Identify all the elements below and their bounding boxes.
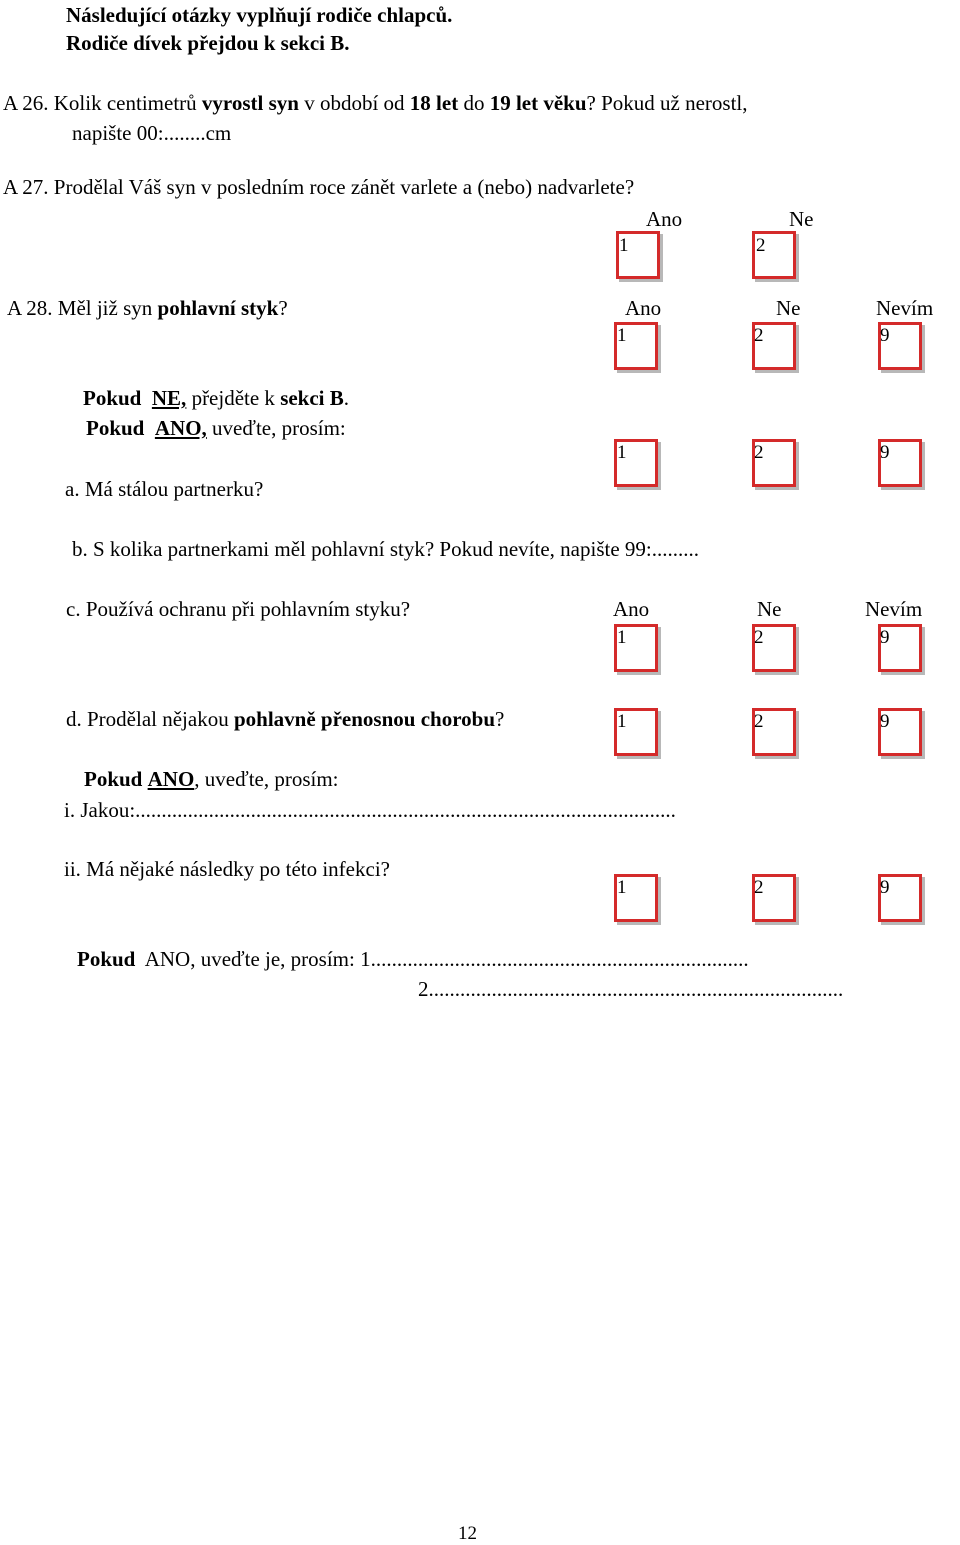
instruction-text: . [343,386,350,410]
subquestion-b[interactable]: b. S kolika partnerkami měl pohlavní styk? Pokud nevíte, napište 99:......... [72,537,699,561]
question-text: ? [278,296,288,320]
question-text: ? [495,707,505,731]
subquestion-d [66,707,504,731]
code-no: 2 [756,235,766,256]
question-text: d. Prodělal nějakou [66,707,229,731]
follow-up-instruction [84,767,339,791]
question-number: A 26 [3,91,44,115]
page-number: 12 [458,1523,477,1544]
code-dont-know: 9 [880,325,890,346]
question-a26: A 26. Kolik centimetrů vyrostl syn v období od 18 let do 19 let věku? Pokud už nerostl, [3,91,748,115]
instruction-answer: ANO [147,767,195,791]
answer-field-consequences-2[interactable]: 2............................................................................... [418,977,844,1001]
follow-up-instruction [86,416,346,440]
answer-field-which-disease[interactable]: i. Jakou:....................................................................................................... [64,798,676,822]
question-text: ? Pokud už nerostl, [586,91,748,115]
section-note-girls: Rodiče dívek přejdou k sekci B. [66,31,350,55]
instruction-answer: ANO, [154,416,207,440]
question-emphasis: pohlavní styk [157,296,279,320]
question-emphasis: pohlavně přenosnou chorobu [233,707,495,731]
section-reference: sekci B [280,386,344,410]
code-no: 2 [754,877,764,898]
code-no: 2 [754,325,764,346]
code-yes: 1 [619,235,629,256]
answer-field-cm[interactable]: napište 00:........cm [72,121,232,145]
subquestion-c: c. Používá ochranu při pohlavním styku? [66,597,411,621]
section-note-boys: Následující otázky vyplňují rodiče chlapců. [66,3,453,27]
option-label-yes: Ano [646,207,683,231]
subquestion-ii: ii. Má nějaké následky po této infekci? [64,857,390,881]
option-label-no: Ne [776,296,801,320]
skip-instruction [83,386,349,410]
question-emphasis: 18 let [409,91,459,115]
code-yes: 1 [617,627,627,648]
instruction-text: Pokud [86,416,145,440]
question-number: A 28 [7,296,48,320]
question-text: Měl již syn [57,296,153,320]
option-label-no: Ne [789,207,814,231]
code-dont-know: 9 [880,711,890,732]
question-emphasis: 19 let věku [489,91,587,115]
code-dont-know: 9 [880,877,890,898]
question-a28: A 28. Měl již syn pohlavní styk? [7,296,288,320]
question-text: v období od [304,91,405,115]
instruction-answer: NE, [151,386,187,410]
option-label-dont-know: Nevím [865,597,923,621]
code-yes: 1 [617,325,627,346]
question-text: Prodělal Váš syn v posledním roce zánět varlete a (nebo) nadvarlete? [53,175,635,199]
code-dont-know: 9 [880,442,890,463]
instruction-text: , uveďte, prosím: [194,767,339,791]
question-emphasis: vyrostl syn [201,91,299,115]
instruction-text: Pokud [84,767,143,791]
question-a27: A 27. Prodělal Váš syn v posledním roce zánět varlete a (nebo) nadvarlete? [3,175,635,199]
instruction-text: Pokud [77,947,136,971]
code-no: 2 [754,711,764,732]
question-text: do [463,91,485,115]
instruction-text: uveďte, prosím: [212,416,346,440]
code-no: 2 [754,627,764,648]
option-label-no: Ne [757,597,782,621]
instruction-text: přejděte k [191,386,275,410]
option-label-yes: Ano [625,296,662,320]
question-text: Kolik centimetrů [53,91,197,115]
option-label-yes: Ano [613,597,650,621]
instruction-text: ANO, uveďte je, prosím: 1........................................................................ [144,947,749,971]
code-yes: 1 [617,442,627,463]
option-label-dont-know: Nevím [876,296,934,320]
code-dont-know: 9 [880,627,890,648]
subquestion-a: a. Má stálou partnerku? [65,477,264,501]
question-number: A 27 [3,175,44,199]
code-no: 2 [754,442,764,463]
instruction-text: Pokud [83,386,142,410]
code-yes: 1 [617,711,627,732]
code-yes: 1 [617,877,627,898]
answer-field-consequences-1[interactable] [77,947,749,971]
